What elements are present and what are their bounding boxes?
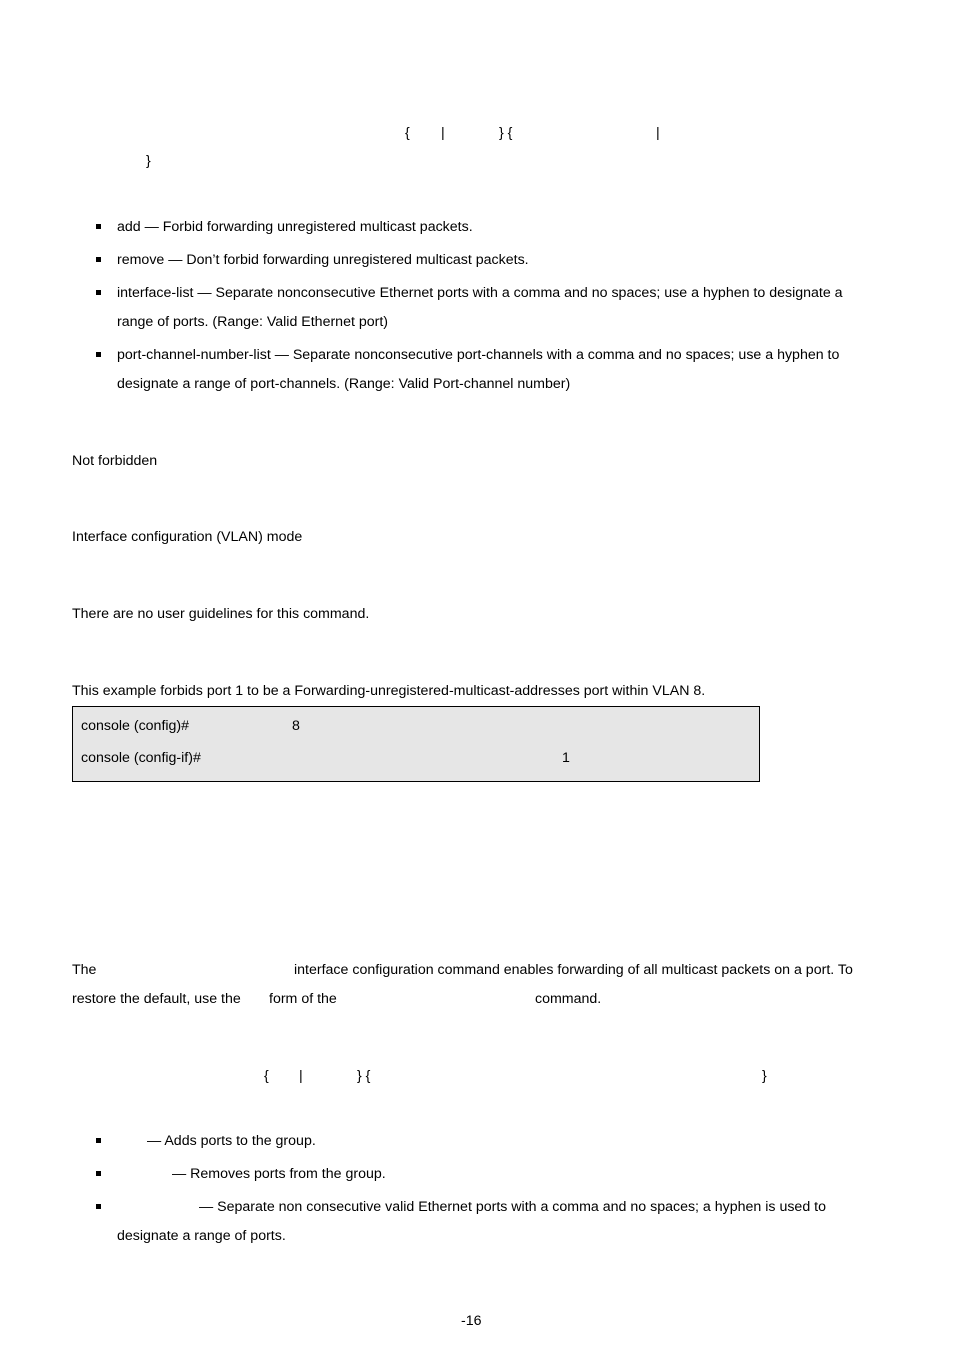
syntax-pipe: |	[441, 125, 445, 141]
bullet-icon	[96, 1204, 101, 1209]
code-value: 1	[562, 750, 570, 766]
syntax-brace-separator: } {	[357, 1068, 371, 1084]
syntax-brace-open: {	[405, 125, 410, 141]
example-intro: This example forbids port 1 to be a Forwarding-unregistered-multicast-addresses port within VLAN 8.	[72, 683, 706, 699]
description-the: The	[72, 962, 97, 978]
parameter-item: — Removes ports from the group.	[172, 1166, 386, 1182]
parameter-item: add — Forbid forwarding unregistered multicast packets.	[117, 219, 473, 235]
syntax-brace-close: }	[762, 1068, 767, 1084]
parameter-item-continued: designate a range of port-channels. (Range: Valid Port-channel number)	[117, 376, 571, 392]
description-text: restore the default, use the	[72, 991, 241, 1007]
parameter-item: remove — Don’t forbid forwarding unregistered multicast packets.	[117, 252, 529, 268]
parameter-item: port-channel-number-list — Separate nonconsecutive port-channels with a comma and no spaces; use a hyphen to	[117, 347, 840, 363]
bullet-icon	[96, 224, 101, 229]
bullet-icon	[96, 1171, 101, 1176]
syntax-pipe: |	[299, 1068, 303, 1084]
bullet-icon	[96, 257, 101, 262]
description-text: interface configuration command enables forwarding of all multicast packets on a port. To	[294, 962, 853, 978]
parameter-item: — Separate non consecutive valid Ethernet ports with a comma and no spaces; a hyphen is used to	[199, 1199, 826, 1215]
syntax-brace-close: }	[146, 153, 151, 169]
user-guidelines-text: There are no user guidelines for this command.	[72, 606, 370, 622]
page-number: -16	[461, 1313, 482, 1329]
bullet-icon	[96, 1138, 101, 1143]
example-code-block	[72, 706, 760, 782]
bullet-icon	[96, 290, 101, 295]
syntax-brace-open: {	[264, 1068, 269, 1084]
description-text: form of the	[269, 991, 337, 1007]
parameter-item-continued: designate a range of ports.	[117, 1228, 286, 1244]
description-text: command.	[535, 991, 602, 1007]
bullet-icon	[96, 352, 101, 357]
code-value: 8	[292, 718, 300, 734]
command-mode-text: Interface configuration (VLAN) mode	[72, 529, 303, 545]
parameter-item: interface-list — Separate nonconsecutive Ethernet ports with a comma and no spaces; use a hyphen to designate a	[117, 285, 843, 301]
syntax-brace-separator: } {	[499, 125, 513, 141]
parameter-item: — Adds ports to the group.	[147, 1133, 316, 1149]
code-prompt: console (config)#	[81, 718, 190, 734]
parameter-item-continued: range of ports. (Range: Valid Ethernet port)	[117, 314, 389, 330]
default-setting-text: Not forbidden	[72, 453, 158, 469]
code-prompt: console (config-if)#	[81, 750, 201, 766]
syntax-pipe: |	[656, 125, 660, 141]
